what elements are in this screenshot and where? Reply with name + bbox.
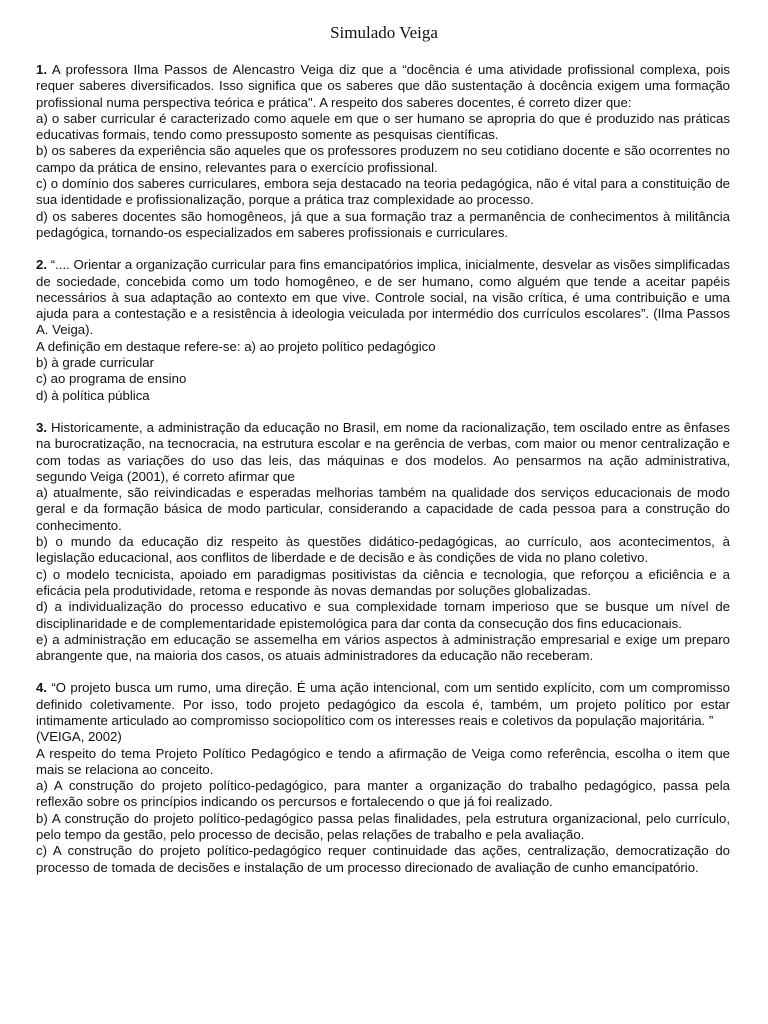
option-c: c) ao programa de ensino [36, 371, 187, 387]
question-stem [36, 680, 730, 729]
option-a: a) A construção do projeto político-pedagógico, para manter a organização do trabalho pedagógico, passa pela reflexão sobre os princípios indicando os percursos e fortalecendo o que já foi realizado. [36, 778, 730, 810]
option-e: e) a administração em educação se assemelha em vários aspectos à administração empresarial e exige um preparo abrangente que, na maioria dos casos, os atuais administradores da educação não receberam. [36, 631, 730, 664]
question-2 [36, 257, 730, 404]
question-text: A professora Ilma Passos de Alencastro Veiga diz que a “docência é uma atividade profissional complexa, pois requer saberes diversificados. Isso significa que os saberes que dão sustentação à docência exigem uma formação profissional numa perspectiva teórica e prática". A respeito dos saberes docentes, é correto dizer que: [36, 62, 730, 110]
question-1 [36, 62, 730, 241]
option-d: d) a individualização do processo educativo e sua complexidade tornam imperioso que se busque um nível de disciplinaridade e de complementaridade epistemológica para dar conta da consecução dos fins educacionais. [36, 599, 730, 631]
question-text: “O projeto busca um rumo, uma direção. É uma ação intencional, com um sentido explícito, com um compromisso definido coletivamente. Por isso, todo projeto pedagógico da escola é, também, um projeto político por estar intimamente articulado ao compromisso sociopolítico com os interesses reais e coletivos da população majoritária. ” [36, 680, 730, 728]
question-number: 4. [36, 680, 47, 696]
option-a: a) o saber curricular é caracterizado como aquele em que o ser humano se apropria do que é produzido nas práticas educativas formais, tendo como pressuposto somente as pesquisas científicas. [36, 110, 730, 143]
question-3 [36, 420, 730, 664]
question-stem [36, 257, 730, 338]
question-stem [36, 420, 730, 485]
option-d: d) os saberes docentes são homogêneos, já que a sua formação traz a permanência de conhecimentos à militância pedagógica, tornando-os especializados em saberes profissionais e curriculares. [36, 208, 730, 240]
option-c: c) A construção do projeto político-pedagógico requer continuidade das ações, centralização, democratização do processo de tomada de decisões e instalação de um processo direcionado de avaliação de cunho emancipatório. [36, 843, 730, 875]
document-body [36, 62, 730, 892]
option-d: d) à política pública [36, 387, 150, 403]
question-stem [36, 62, 730, 111]
question-text: “.... Orientar a organização curricular para fins emancipatórios implica, inicialmente, desvelar as visões simplificadas de sociedade, concebida como um todo homogêneo, e de ser humano, como alguém que tende a aceitar papéis necessários à sua adaptação ao contexto em que vive. Controle social, na visão crítica, é uma contribuição e uma ajuda para a contestação e a resistência à ideologia veiculada por intermédio dos currículos escolares”. (Ilma Passos A. Veiga). [36, 257, 730, 338]
citation: (VEIGA, 2002) [36, 729, 122, 745]
option-c: c) o modelo tecnicista, apoiado em paradigmas positivistas da ciência e tecnologia, que reforçou a eficiência e a eficácia pela produtividade, retoma e responde às novas demandas por soluções globalizadas. [36, 566, 730, 598]
option-b: b) A construção do projeto político-pedagógico passa pelas finalidades, pela estrutura organizacional, pelo currículo, pelo tempo da gestão, pelo processo de decisão, pelas relações de trabalho e pela avaliação. [36, 810, 730, 843]
document-title: Simulado Veiga [330, 23, 438, 42]
question-4 [36, 680, 730, 876]
question-text: Historicamente, a administração da educação no Brasil, em nome da racionalização, tem oscilado entre as ênfases na burocratização, na tecnocracia, na estrutura escolar e na gerência de verbas, com maior ou menor centralização e com todas as variações do uso das leis, das máquinas e dos modelos. Ao pensarmos na ação administrativa, segundo Veiga (2001), é correto afirmar que [36, 419, 730, 484]
question-number: 1. [36, 62, 47, 77]
question-number: 2. [36, 257, 47, 273]
question-number: 3. [36, 419, 47, 435]
option-a: a) atualmente, são reivindicadas e esperadas melhorias também na qualidade dos serviços educacionais de modo geral e da formação básica de modo particular, considerando a capacidade de cada pessoa para a construção do conhecimento. [36, 485, 730, 533]
question-prompt: A definição em destaque refere-se: a) ao projeto político pedagógico [36, 338, 436, 354]
option-b: b) os saberes da experiência são aqueles que os professores produzem no seu cotidiano docente e são ocorrentes no campo da prática de ensino, relevantes para o exercício profissional. [36, 143, 730, 175]
option-b: b) o mundo da educação diz respeito às questões didático-pedagógicas, ao currículo, aos acontecimentos, à legislação educacional, aos conflitos de liberdade e de decisão e às condições de vida no plano coletivo. [36, 534, 730, 566]
option-b: b) à grade curricular [36, 355, 155, 371]
question-prompt: A respeito do tema Projeto Político Pedagógico e tendo a afirmação de Veiga como referência, escolha o item que mais se relaciona ao conceito. [36, 745, 730, 777]
option-c: c) o domínio dos saberes curriculares, embora seja destacado na teoria pedagógica, não é vital para a constituição de sua identidade e profissionalização, porque a prática traz complexidade ao processo. [36, 176, 730, 208]
